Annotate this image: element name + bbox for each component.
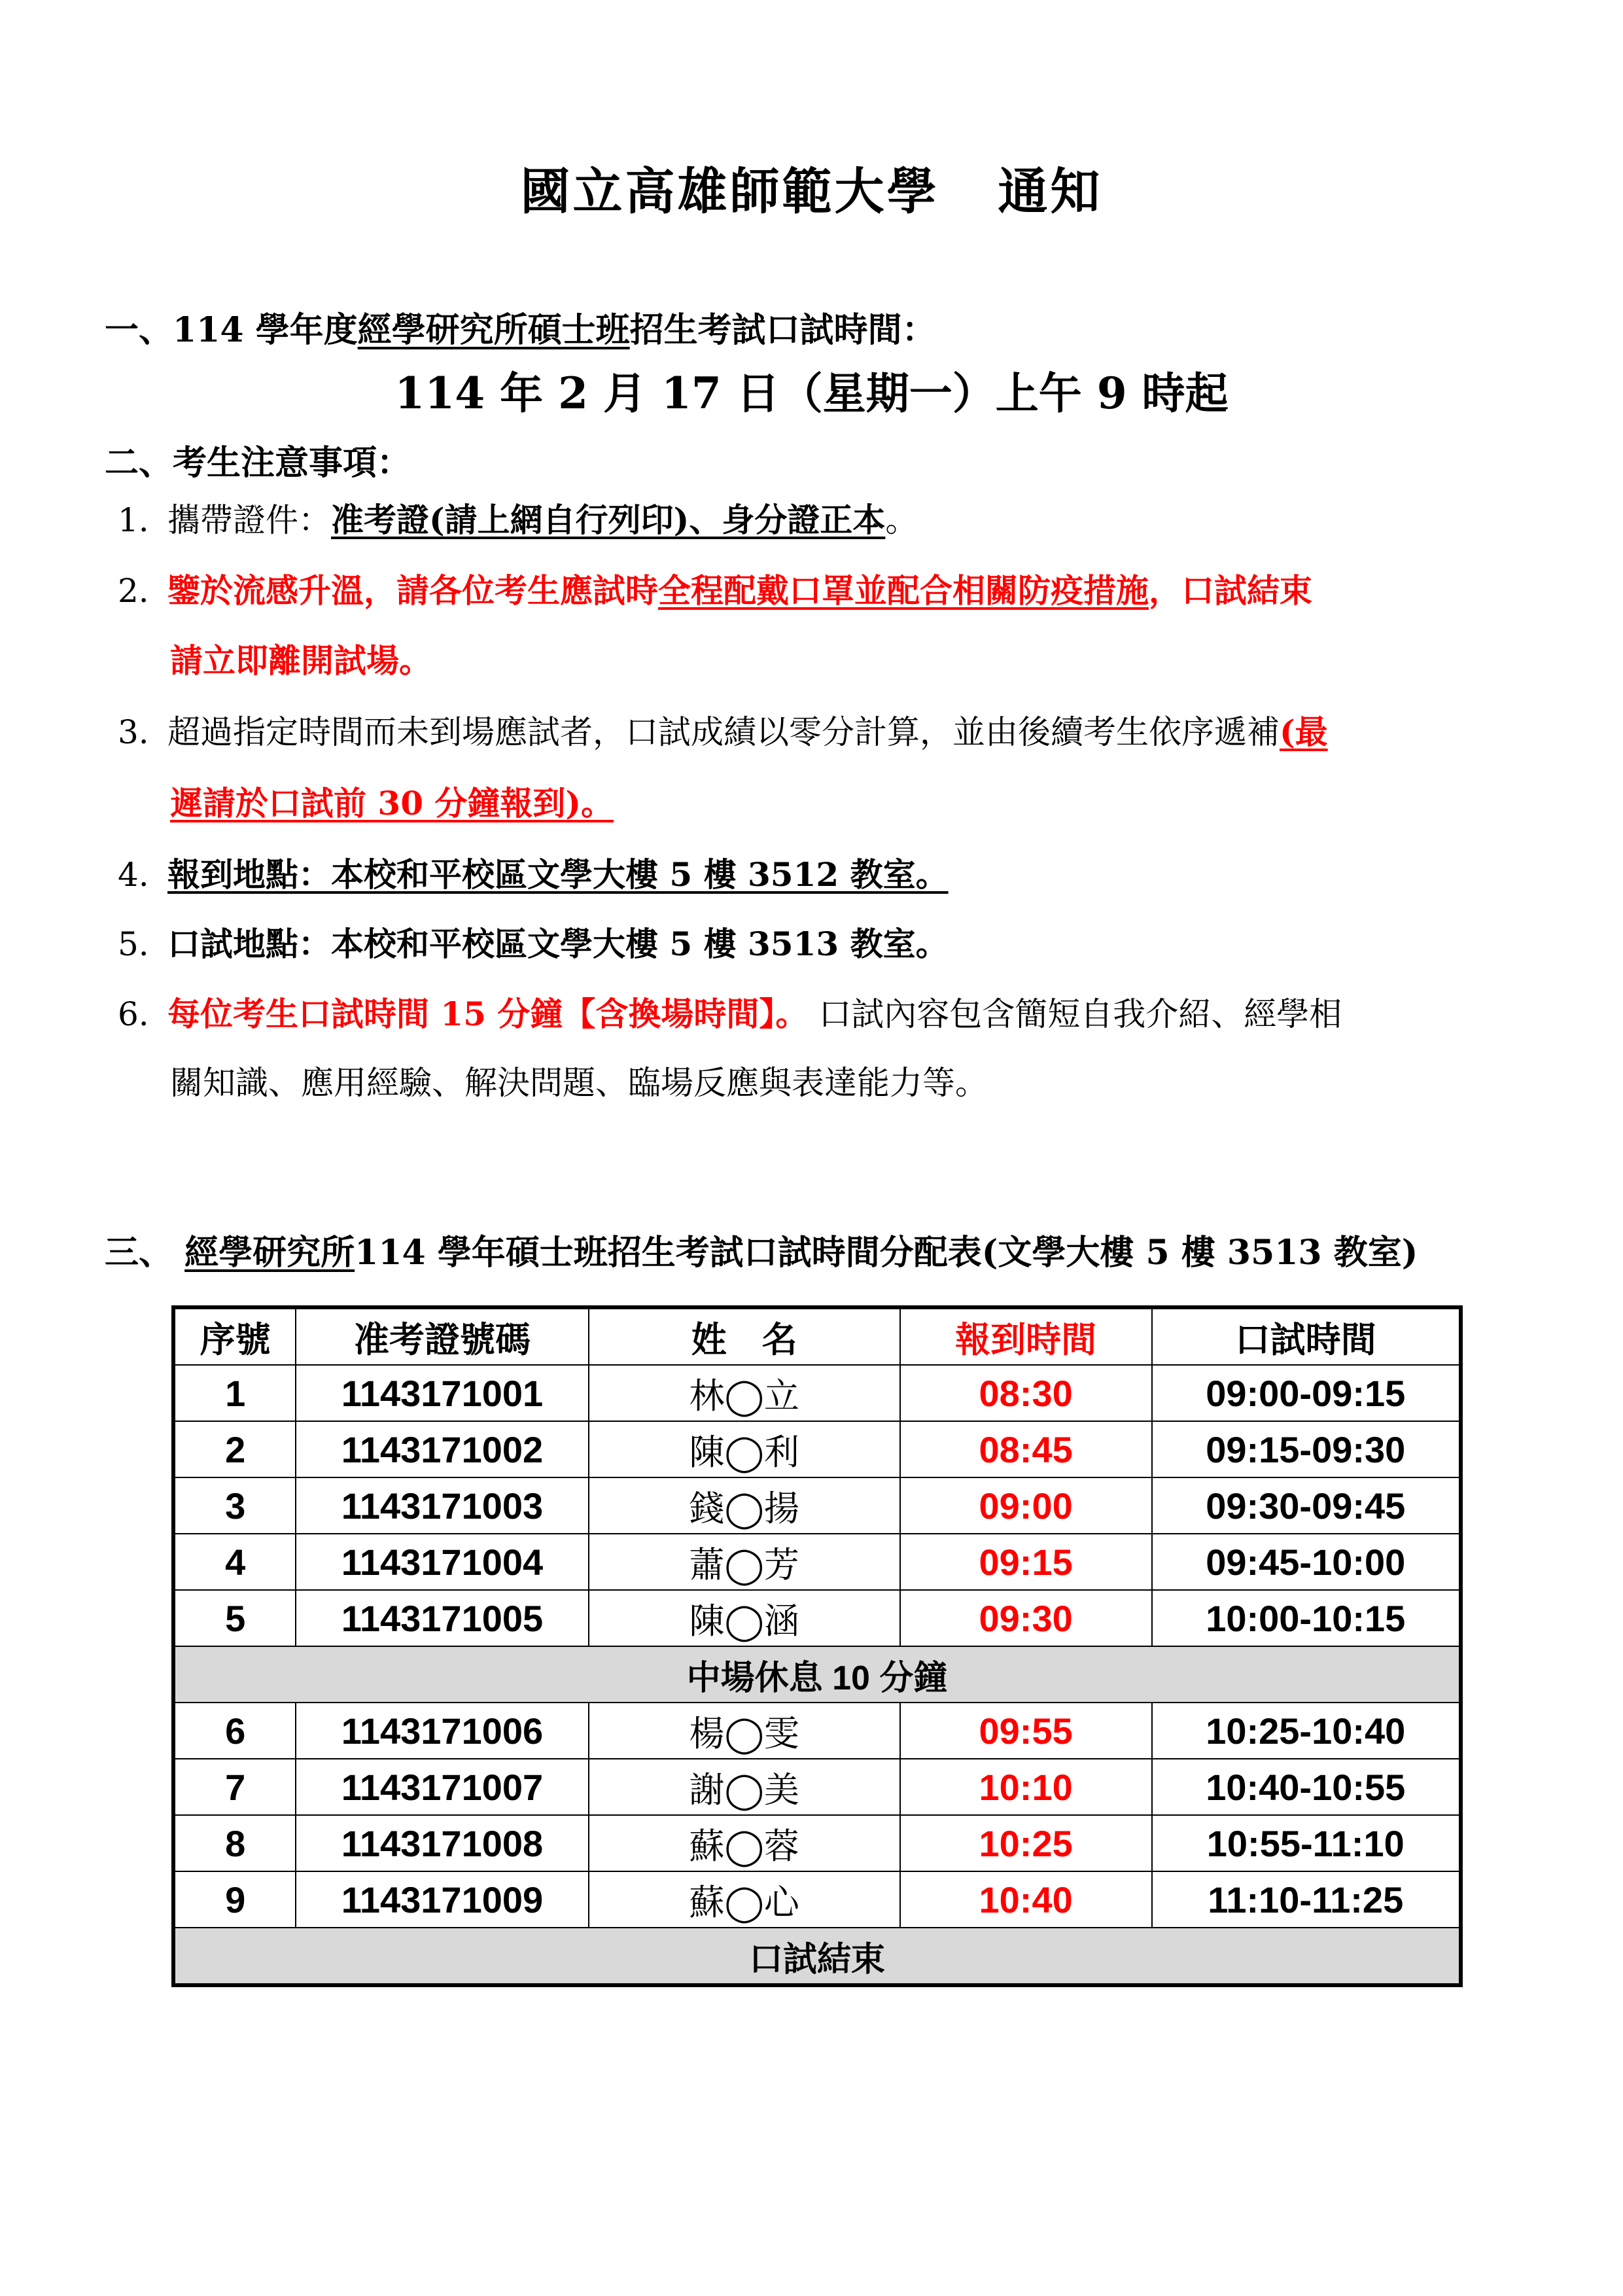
table-row: 2 1143171002 陳◯利 08:45 09:15-09:30 (173, 1421, 1461, 1477)
break-label: 中場休息 10 分鐘 (173, 1646, 1461, 1703)
header-ticket-no: 准考證號碼 (296, 1307, 588, 1365)
notice-item-3: 3. 超過指定時間而未到場應試者，口試成績以零分計算，並由後續考生依序遞補(最 (118, 713, 1328, 751)
exam-date: 114 年 2 月 17 日（星期一）上午 9 時起 (394, 368, 1229, 419)
page-title (0, 152, 1623, 223)
notice-item-2: 2. 鑒於流感升溫，請各位考生應試時全程配戴口罩並配合相關防疫措施，口試結束 (118, 571, 1312, 610)
end-row (173, 1928, 1461, 1985)
department-name: 經學研究所碩士班 (357, 310, 630, 350)
header-name: 姓 名 (589, 1307, 900, 1365)
table-row: 1 1143171001 林◯立 08:30 09:00-09:15 (173, 1365, 1461, 1421)
schedule-table (171, 1305, 1463, 1987)
table-row: 7 1143171007 謝◯美 10:10 10:40-10:55 (173, 1759, 1461, 1815)
table-row: 8 1143171008 蘇◯蓉 10:25 10:55-11:10 (173, 1815, 1461, 1871)
table-header-row (173, 1307, 1461, 1365)
notice-item-3-cont: 遲請於口試前 30 分鐘報到)。 (170, 784, 614, 822)
end-label: 口試結束 (173, 1928, 1461, 1985)
break-row (173, 1646, 1461, 1703)
table-row: 9 1143171009 蘇◯心 10:40 11:10-11:25 (173, 1871, 1461, 1928)
notice-item-6: 6. 每位考生口試時間 15 分鐘【含換場時間】。 口試內容包含簡短自我介紹、經學相 (118, 995, 1342, 1033)
table-row: 4 1143171004 蕭◯芳 09:15 09:45-10:00 (173, 1534, 1461, 1590)
table-row: 5 1143171005 陳◯涵 09:30 10:00-10:15 (173, 1590, 1461, 1646)
header-report-time: 報到時間 (900, 1307, 1152, 1365)
section1-heading: 一、114 學年度經學研究所碩士班招生考試口試時間： (105, 310, 936, 350)
header-interview-time: 口試時間 (1152, 1307, 1461, 1365)
table-row: 6 1143171006 楊◯雯 09:55 10:25-10:40 (173, 1703, 1461, 1759)
table-row: 3 1143171003 錢◯揚 09:00 09:30-09:45 (173, 1477, 1461, 1534)
notice-item-1: 1. 攜帶證件：准考證(請上網自行列印)、身分證正本。 (118, 501, 918, 539)
section2-heading: 二、考生注意事項： (105, 443, 411, 483)
notice-item-5: 5. 口試地點：本校和平校區文學大樓 5 樓 3513 教室。 (118, 925, 949, 963)
notice-label: 通知 (998, 162, 1103, 221)
notice-item-6-cont: 關知識、應用經驗、解決問題、臨場反應與表達能力等。 (170, 1064, 988, 1102)
section3-heading: 三、 經學研究所114 學年碩士班招生考試口試時間分配表(文學大樓 5 樓 3513 教室) (105, 1233, 1418, 1273)
notice-item-2-cont: 請立即離開試場。 (170, 641, 432, 680)
university-name: 國立高雄師範大學 (520, 162, 939, 221)
header-seq: 序號 (173, 1307, 296, 1365)
section3-department: 經學研究所 (184, 1233, 355, 1273)
notice-item-4: 4. 報到地點：本校和平校區文學大樓 5 樓 3512 教室。 (118, 855, 949, 894)
